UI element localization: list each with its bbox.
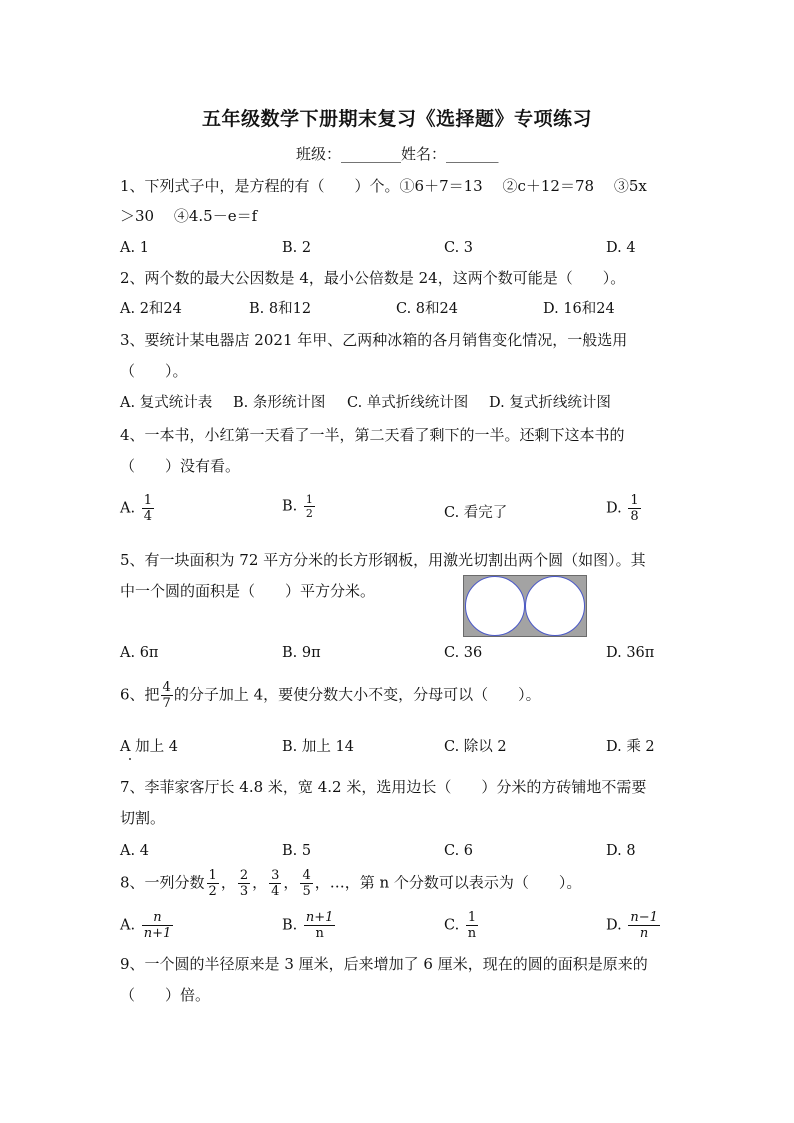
q8-option-b-fraction bbox=[304, 910, 336, 941]
q1-option-c: C. 3 bbox=[444, 240, 474, 256]
numerator: 1 bbox=[208, 868, 217, 883]
q1-stem-line1: 1、下列式子中，是方程的有（ ）个。①6＋7＝13 ②c＋12＝78 ③5x bbox=[120, 177, 647, 195]
class-blank: ________ bbox=[341, 145, 402, 163]
q4-option-b bbox=[282, 493, 317, 520]
q4-stem-line1: 4、一本书，小红第一天看了一半，第二天看了剩下的一半。还剩下这本书的 bbox=[120, 426, 625, 444]
q5-stem-line2: 中一个圆的面积是（ ）平方分米。 bbox=[120, 582, 376, 600]
denominator: n bbox=[304, 925, 336, 941]
q4-option-b-label: B. bbox=[282, 498, 298, 515]
circle-left bbox=[465, 576, 525, 636]
numerator: n−1 bbox=[630, 910, 658, 925]
q8-fraction-2 bbox=[238, 868, 250, 899]
circle-right bbox=[525, 576, 585, 636]
q8-option-b-label: B. bbox=[282, 917, 298, 934]
q6-option-a: A 加上 4 bbox=[120, 739, 178, 755]
q4-option-c: C. 看完了 bbox=[444, 505, 508, 521]
q7-option-a: A. 4 bbox=[120, 843, 149, 859]
q6-option-c: C. 除以 2 bbox=[444, 739, 507, 755]
denominator: 2 bbox=[208, 884, 217, 899]
q8-prefix: 8、一列分数 bbox=[120, 873, 205, 892]
q8-option-c-label: C. bbox=[444, 917, 460, 934]
q4-option-d-fraction bbox=[628, 493, 640, 524]
q2-option-c: C. 8和24 bbox=[396, 301, 458, 317]
separator: ， bbox=[252, 873, 268, 892]
q6-prefix: 6、把 bbox=[120, 685, 160, 704]
q6-stem bbox=[120, 680, 541, 711]
q3-stem-line2: （ ）。 bbox=[120, 362, 188, 380]
q1-option-a: A. 1 bbox=[120, 240, 149, 256]
q4-option-d-label: D. bbox=[606, 500, 622, 517]
denominator: 4 bbox=[271, 884, 280, 899]
q4-stem-line2: （ ）没有看。 bbox=[120, 457, 241, 475]
numerator: 4 bbox=[162, 680, 171, 695]
name-label: 姓名： bbox=[401, 145, 447, 163]
q4-option-a-fraction bbox=[142, 493, 154, 524]
steel-plate-figure bbox=[463, 575, 587, 637]
separator: ， bbox=[283, 873, 299, 892]
q7-option-c: C. 6 bbox=[444, 843, 474, 859]
q7-stem-line1: 7、李菲家客厅长 4.8 米，宽 4.2 米，选用边长（ ）分米的方砖铺地不需要 bbox=[120, 778, 647, 796]
numerator: 3 bbox=[271, 868, 280, 883]
q6-fraction bbox=[161, 680, 173, 711]
q8-stem bbox=[120, 868, 581, 899]
numerator: 1 bbox=[630, 493, 639, 508]
separator: ， bbox=[220, 873, 236, 892]
class-name-line bbox=[296, 144, 499, 164]
q8-option-d bbox=[606, 910, 662, 941]
q8-option-c bbox=[444, 910, 480, 941]
q3-stem-line1: 3、要统计某电器店 2021 年甲、乙两种冰箱的各月销售变化情况，一般选用 bbox=[120, 331, 628, 349]
q5-option-a: A. 6π bbox=[120, 645, 159, 661]
q8-suffix: ，…，第 n 个分数可以表示为（ ）。 bbox=[314, 873, 582, 892]
page-title: 五年级数学下册期末复习《选择题》专项练习 bbox=[201, 108, 592, 130]
q8-option-b bbox=[282, 910, 337, 941]
class-label: 班级： bbox=[296, 145, 342, 163]
name-blank: _______ bbox=[446, 145, 499, 163]
q8-fraction-4 bbox=[300, 868, 312, 899]
q9-stem-line2: （ ）倍。 bbox=[120, 986, 211, 1004]
q8-option-d-fraction bbox=[628, 910, 660, 941]
q4-option-d bbox=[606, 493, 643, 524]
numerator: 2 bbox=[239, 868, 249, 883]
denominator: n bbox=[628, 925, 660, 941]
numerator: 4 bbox=[302, 868, 311, 883]
q6-suffix: 的分子加上 4，要使分数大小不变，分母可以（ ）。 bbox=[173, 685, 541, 704]
q3-option-b: B. 条形统计图 bbox=[233, 395, 326, 411]
q5-stem-line1: 5、有一块面积为 72 平方分米的长方形钢板，用激光切割出两个圆（如图）。其 bbox=[120, 551, 646, 569]
numerator: 1 bbox=[305, 493, 313, 506]
q8-option-c-fraction bbox=[466, 910, 478, 941]
numerator: n+1 bbox=[305, 910, 334, 925]
q1-option-d: D. 4 bbox=[606, 240, 636, 256]
q2-option-d: D. 16和24 bbox=[543, 301, 615, 317]
denominator: 7 bbox=[162, 696, 171, 711]
q3-option-a: A. 复式统计表 bbox=[120, 395, 213, 411]
q4-option-a bbox=[120, 493, 156, 524]
q9-stem-line1: 9、一个圆的半径原来是 3 厘米，后来增加了 6 厘米，现在的圆的面积是原来的 bbox=[120, 955, 648, 973]
q5-option-b: B. 9π bbox=[282, 645, 321, 661]
denominator: 2 bbox=[305, 507, 313, 520]
q2-stem: 2、两个数的最大公因数是 4，最小公倍数是 24，这两个数可能是（ ）。 bbox=[120, 269, 626, 287]
numerator: n bbox=[153, 910, 162, 925]
q8-fraction-1 bbox=[207, 868, 219, 899]
q1-option-b: B. 2 bbox=[282, 240, 312, 256]
q5-option-d: D. 36π bbox=[606, 645, 655, 661]
denominator: 4 bbox=[143, 509, 152, 524]
q8-fraction-3 bbox=[269, 868, 281, 899]
q6-option-d: D. 乘 2 bbox=[606, 739, 655, 755]
q4-option-a-label: A. bbox=[120, 500, 136, 517]
q7-option-b: B. 5 bbox=[282, 843, 312, 859]
q8-option-a-fraction bbox=[142, 910, 174, 941]
q7-stem-line2: 切割。 bbox=[120, 809, 166, 827]
numerator: 1 bbox=[467, 910, 477, 925]
denominator: 8 bbox=[630, 509, 639, 524]
numerator: 1 bbox=[143, 493, 152, 508]
q4-option-b-fraction bbox=[304, 493, 315, 520]
q2-option-a: A. 2和24 bbox=[120, 301, 182, 317]
q2-option-b: B. 8和12 bbox=[249, 301, 312, 317]
denominator: 3 bbox=[239, 884, 249, 899]
q3-option-d: D. 复式折线统计图 bbox=[489, 395, 611, 411]
q1-stem-line2: ＞30 ④4.5－e＝f bbox=[120, 207, 258, 225]
q3-option-c: C. 单式折线统计图 bbox=[347, 395, 469, 411]
q6-option-b: B. 加上 14 bbox=[282, 739, 354, 755]
q5-option-c: C. 36 bbox=[444, 645, 483, 661]
q8-option-d-label: D. bbox=[606, 917, 622, 934]
denominator: n bbox=[467, 926, 477, 941]
q8-option-a bbox=[120, 910, 175, 941]
denominator: 5 bbox=[302, 884, 311, 899]
stray-mark bbox=[129, 758, 131, 760]
denominator: n+1 bbox=[143, 926, 172, 941]
q7-option-d: D. 8 bbox=[606, 843, 636, 859]
q8-option-a-label: A. bbox=[120, 917, 136, 934]
